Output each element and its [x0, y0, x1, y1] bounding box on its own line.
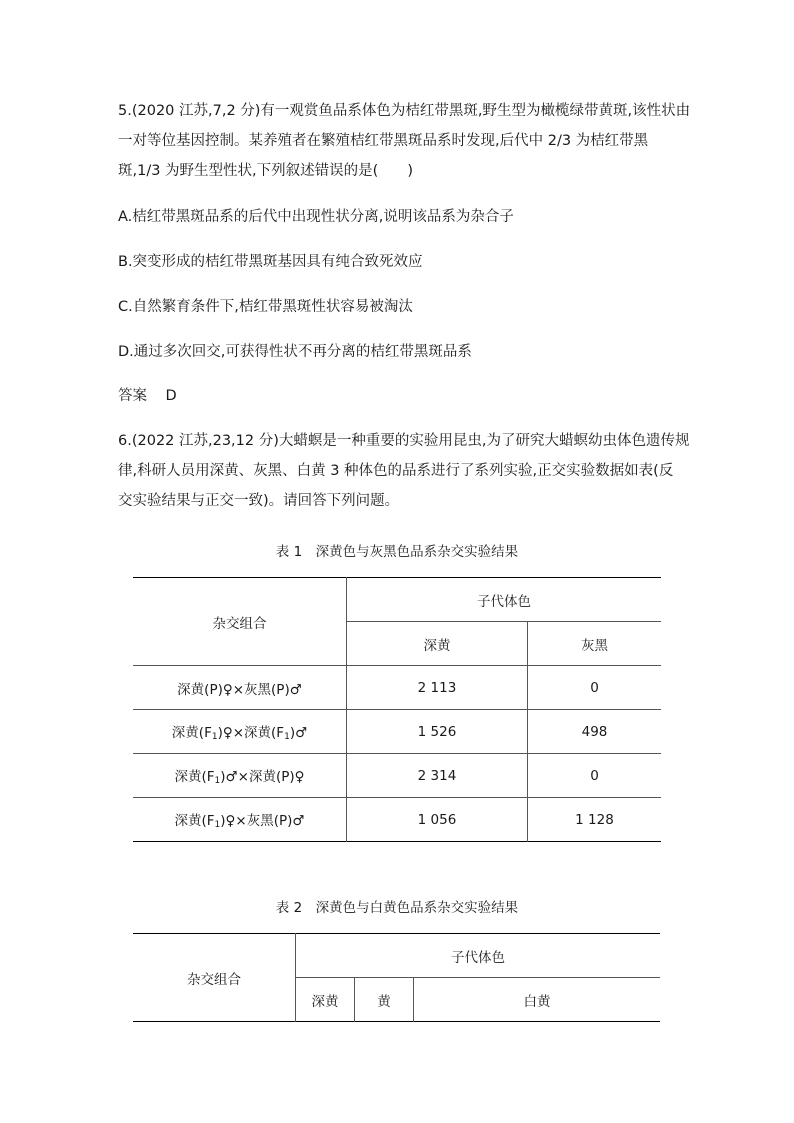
- q5-stem-line-3: 斑,1/3 为野生型性状,下列叙述错误的是( ): [118, 163, 413, 179]
- table1-row3-deep-yellow: 2 314: [347, 754, 528, 798]
- table1-row2-gray-black: 498: [528, 710, 662, 754]
- q5-stem: [118, 96, 691, 186]
- q6-stem-line-3: 交实验结果与正交一致)。请回答下列问题。: [118, 493, 400, 509]
- q5-stem-line-1: 5.(2020 江苏,7,2 分)有一观赏鱼品系体色为桔红带黑斑,野生型为橄榄绿带黄斑,该性状由: [118, 103, 691, 119]
- q5-stem-line-2: 一对等位基因控制。某养殖者在繁殖桔红带黑斑品系时发现,后代中 2/3 为桔红带黑: [118, 133, 649, 149]
- table1-row4-gray-black: 1 128: [528, 798, 662, 842]
- q6-stem: [118, 426, 690, 516]
- table2-col-deep-yellow: 深黄: [296, 978, 355, 1022]
- q6-stem-line-2: 律,科研人员用深黄、灰黑、白黄 3 种体色的品系进行了系列实验,正交实验数据如表(反: [118, 463, 674, 479]
- q6-stem-line-1: 6.(2022 江苏,23,12 分)大蜡螟是一种重要的实验用昆虫,为了研究大蜡螟幼虫体色遗传规: [118, 433, 690, 449]
- table2-caption: 表 2 深黄色与白黄色品系杂交实验结果: [275, 900, 519, 916]
- table1-row4-deep-yellow: 1 056: [347, 798, 528, 842]
- q5-option-b: B.突变形成的桔红带黑斑基因具有纯合致死效应: [118, 254, 423, 270]
- table-row: [133, 798, 661, 842]
- table1-row3-gray-black: 0: [528, 754, 662, 798]
- q5-option-a: A.桔红带黑斑品系的后代中出现性状分离,说明该品系为杂合子: [118, 209, 514, 225]
- q5-answer: [118, 381, 678, 411]
- table-row: [133, 710, 661, 754]
- table1-header-offspring: 子代体色: [347, 578, 662, 622]
- table1-row2-combo: 深黄$(F_1)♀\times$深黄$(F_1)♂$: [133, 710, 347, 754]
- table1-row3-combo: 深黄$(F_1)♂\times$深黄(P)♀: [133, 754, 347, 798]
- table1-row4-combo: 深黄$(F_1)♀\times$灰黑(P)♂: [133, 798, 347, 842]
- table1-row2-deep-yellow: 1 526: [347, 710, 528, 754]
- q5-option-d: D.通过多次回交,可获得性状不再分离的桔红带黑斑品系: [118, 344, 472, 360]
- table2-col-white-yellow: 白黄: [414, 978, 661, 1022]
- table2-header-combo: 杂交组合: [187, 971, 241, 988]
- q5-answer-label: 答案: [118, 388, 147, 404]
- table1-row1-gray-black: 0: [528, 666, 662, 710]
- table-row: [133, 754, 661, 798]
- table2-col-yellow: 黄: [355, 978, 414, 1022]
- table1-col-gray-black: 灰黑: [528, 622, 662, 666]
- table2: [133, 933, 660, 1022]
- table1-row1-deep-yellow: 2 113: [347, 666, 528, 710]
- table1-caption: 表 1 深黄色与灰黑色品系杂交实验结果: [275, 544, 519, 560]
- table2-header-offspring: 子代体色: [296, 934, 661, 978]
- q5-answer-value: D: [165, 388, 177, 404]
- table1-col-deep-yellow: 深黄: [347, 622, 528, 666]
- table1-row1-combo: 深黄(P)♀×灰黑(P)♂: [133, 666, 347, 710]
- q5-option-c: C.自然繁育条件下,桔红带黑斑性状容易被淘汰: [118, 299, 413, 315]
- table-row: [133, 666, 661, 710]
- table1: [133, 577, 661, 842]
- table1-header-combo: 杂交组合: [212, 615, 267, 632]
